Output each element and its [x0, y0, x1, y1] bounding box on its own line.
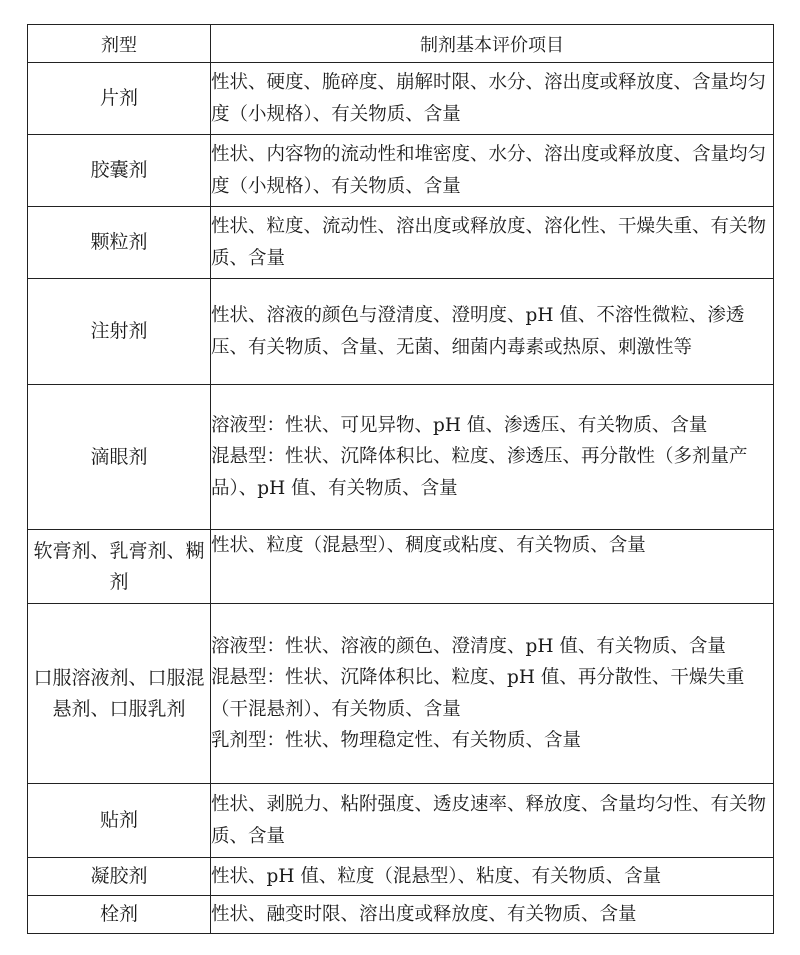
dosage-form-cell: 口服溶液剂、口服混悬剂、口服乳剂 — [28, 604, 211, 784]
evaluation-item-text: 溶液型：性状、可见异物、pH 值、渗透压、有关物质、含量 — [211, 414, 708, 436]
table-row — [28, 279, 774, 385]
dosage-form-cell: 注射剂 — [28, 279, 211, 385]
evaluation-items-cell — [211, 135, 774, 207]
header-row — [28, 25, 774, 63]
dosage-form-evaluation-table — [27, 24, 774, 934]
dosage-form-cell: 滴眼剂 — [28, 385, 211, 530]
dosage-form-cell: 栓剂 — [28, 896, 211, 934]
evaluation-items-cell — [211, 604, 774, 784]
evaluation-items-cell — [211, 858, 774, 896]
evaluation-items-cell — [211, 207, 774, 279]
header-evaluation-items: 制剂基本评价项目 — [211, 25, 774, 63]
evaluation-item-text: 性状、融变时限、溶出度或释放度、有关物质、含量 — [211, 903, 637, 925]
evaluation-item-text: 性状、内容物的流动性和堆密度、水分、溶出度或释放度、含量均匀度（小规格）、有关物质、含量 — [211, 144, 767, 197]
evaluation-item-text: 溶液型：性状、溶液的颜色、澄清度、pH 值、有关物质、含量 — [211, 635, 726, 657]
table-row — [28, 207, 774, 279]
table-row — [28, 63, 774, 135]
table-row — [28, 896, 774, 934]
dosage-form-cell: 软膏剂、乳膏剂、糊剂 — [28, 530, 211, 604]
dosage-form-cell: 贴剂 — [28, 784, 211, 858]
evaluation-item-text: 混悬型：性状、沉降体积比、粒度、渗透压、再分散性（多剂量产品）、pH 值、有关物质、含量 — [211, 446, 748, 499]
evaluation-item-text: 性状、溶液的颜色与澄清度、澄明度、pH 值、不溶性微粒、渗透压、有关物质、含量、无菌、细菌内毒素或热原、刺激性等 — [211, 305, 745, 358]
dosage-form-cell: 颗粒剂 — [28, 207, 211, 279]
table-row — [28, 385, 774, 530]
table-row — [28, 858, 774, 896]
evaluation-item-text: 性状、粒度、流动性、溶出度或释放度、溶化性、干燥失重、有关物质、含量 — [211, 216, 767, 269]
evaluation-items-cell — [211, 784, 774, 858]
evaluation-item-text: 性状、粒度（混悬型）、稠度或粘度、有关物质、含量 — [211, 535, 646, 556]
evaluation-items-cell — [211, 896, 774, 934]
table-row — [28, 530, 774, 604]
evaluation-item-text: 性状、硬度、脆碎度、崩解时限、水分、溶出度或释放度、含量均匀度（小规格）、有关物质、含量 — [211, 72, 767, 125]
header-dosage-form: 剂型 — [28, 25, 211, 63]
evaluation-items-cell — [211, 530, 774, 604]
table-row — [28, 135, 774, 207]
dosage-form-cell: 片剂 — [28, 63, 211, 135]
evaluation-item-text: 混悬型：性状、沉降体积比、粒度、pH 值、再分散性、干燥失重（干混悬剂）、有关物质、含量 — [211, 667, 745, 720]
evaluation-items-cell — [211, 279, 774, 385]
dosage-form-cell: 胶囊剂 — [28, 135, 211, 207]
evaluation-items-cell — [211, 63, 774, 135]
dosage-form-cell: 凝胶剂 — [28, 858, 211, 896]
table-row — [28, 604, 774, 784]
evaluation-items-cell — [211, 385, 774, 530]
table-row — [28, 784, 774, 858]
evaluation-item-text: 性状、剥脱力、粘附强度、透皮速率、释放度、含量均匀性、有关物质、含量 — [211, 794, 767, 847]
evaluation-item-text: 乳剂型：性状、物理稳定性、有关物质、含量 — [211, 730, 582, 751]
evaluation-item-text: 性状、pH 值、粒度（混悬型）、粘度、有关物质、含量 — [211, 865, 662, 887]
